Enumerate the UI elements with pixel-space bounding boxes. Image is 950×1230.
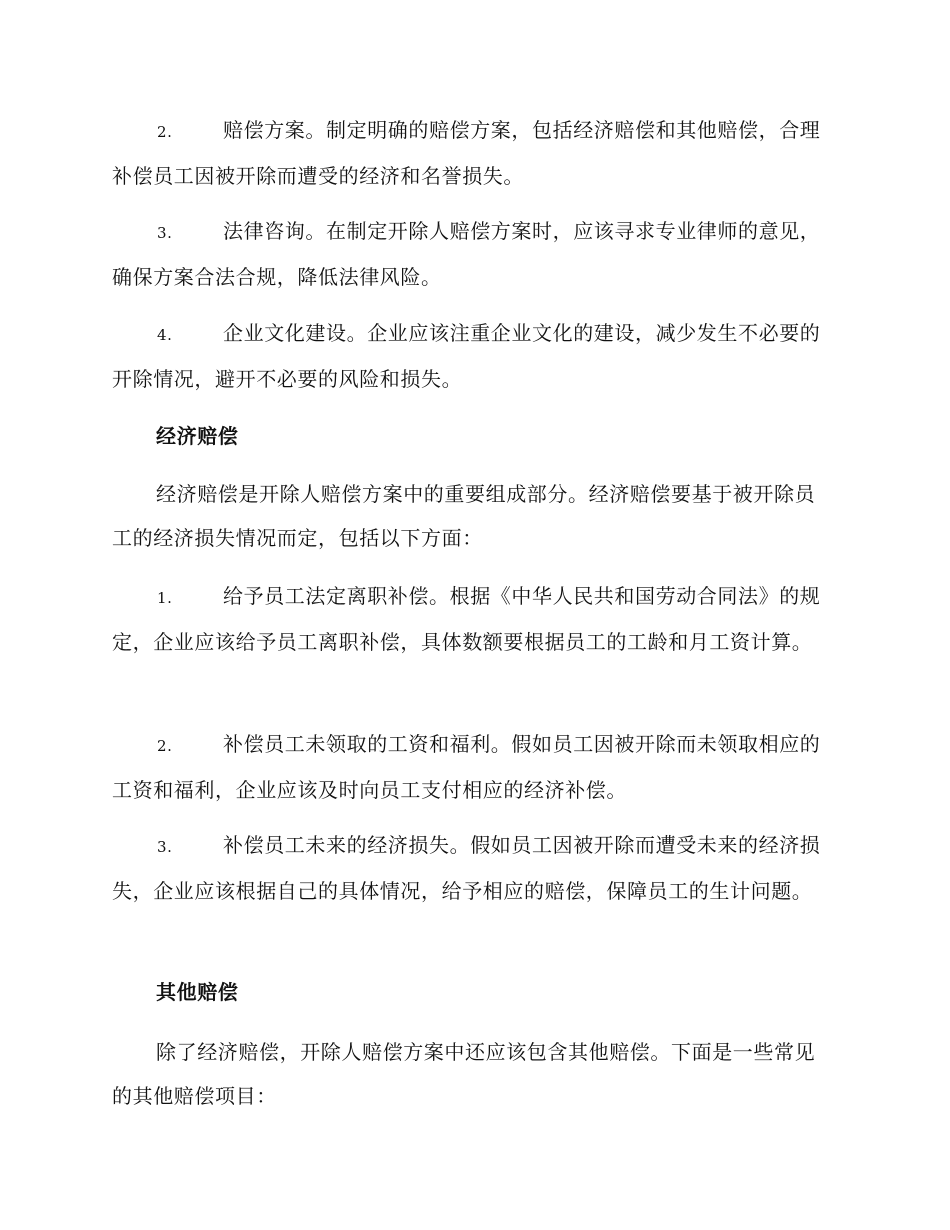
list-item-number: 4. xyxy=(157,326,173,344)
list-item xyxy=(112,209,834,299)
list-item-number: 2. xyxy=(157,737,173,755)
list-item-text: 法律咨询。在制定开除人赔偿方案时，应该寻求专业律师的意见，确保方案合法合规，降低法律风险。 xyxy=(112,219,821,289)
paragraph-text: 经济赔偿是开除人赔偿方案中的重要组成部分。经济赔偿要基于被开除员工的经济损失情况而定，包括以下方面： xyxy=(112,482,816,550)
list-item xyxy=(112,722,834,812)
section-heading: 经济赔偿 xyxy=(156,424,239,448)
list-item-text: 补偿员工未领取的工资和福利。假如员工因被开除而未领取相应的工资和福利，企业应该及时向员工支付相应的经济补偿。 xyxy=(112,732,821,802)
section-heading: 其他赔偿 xyxy=(156,980,239,1004)
list-item-number: 3. xyxy=(157,224,173,242)
list-item-text: 给予员工法定离职补偿。根据《中华人民共和国劳动合同法》的规定，企业应该给予员工离职补偿，具体数额要根据员工的工龄和月工资计算。 xyxy=(112,584,821,654)
paragraph xyxy=(112,1030,834,1118)
list-item xyxy=(112,574,834,664)
list-item xyxy=(112,311,834,401)
list-item-number: 1. xyxy=(157,589,173,607)
list-item xyxy=(112,823,834,913)
paragraph xyxy=(112,472,834,560)
paragraph-text: 除了经济赔偿，开除人赔偿方案中还应该包含其他赔偿。下面是一些常见的其他赔偿项目： xyxy=(112,1040,816,1108)
list-item-number: 2. xyxy=(157,123,173,141)
list-item-text: 补偿员工未来的经济损失。假如员工因被开除而遭受未来的经济损失，企业应该根据自己的具体情况，给予相应的赔偿，保障员工的生计问题。 xyxy=(112,833,821,903)
list-item xyxy=(112,108,834,198)
list-item-text: 赔偿方案。制定明确的赔偿方案，包括经济赔偿和其他赔偿，合理补偿员工因被开除而遭受的经济和名誉损失。 xyxy=(112,118,821,188)
list-item-text: 企业文化建设。企业应该注重企业文化的建设，减少发生不必要的开除情况，避开不必要的风险和损失。 xyxy=(112,321,821,391)
list-item-number: 3. xyxy=(157,838,173,856)
